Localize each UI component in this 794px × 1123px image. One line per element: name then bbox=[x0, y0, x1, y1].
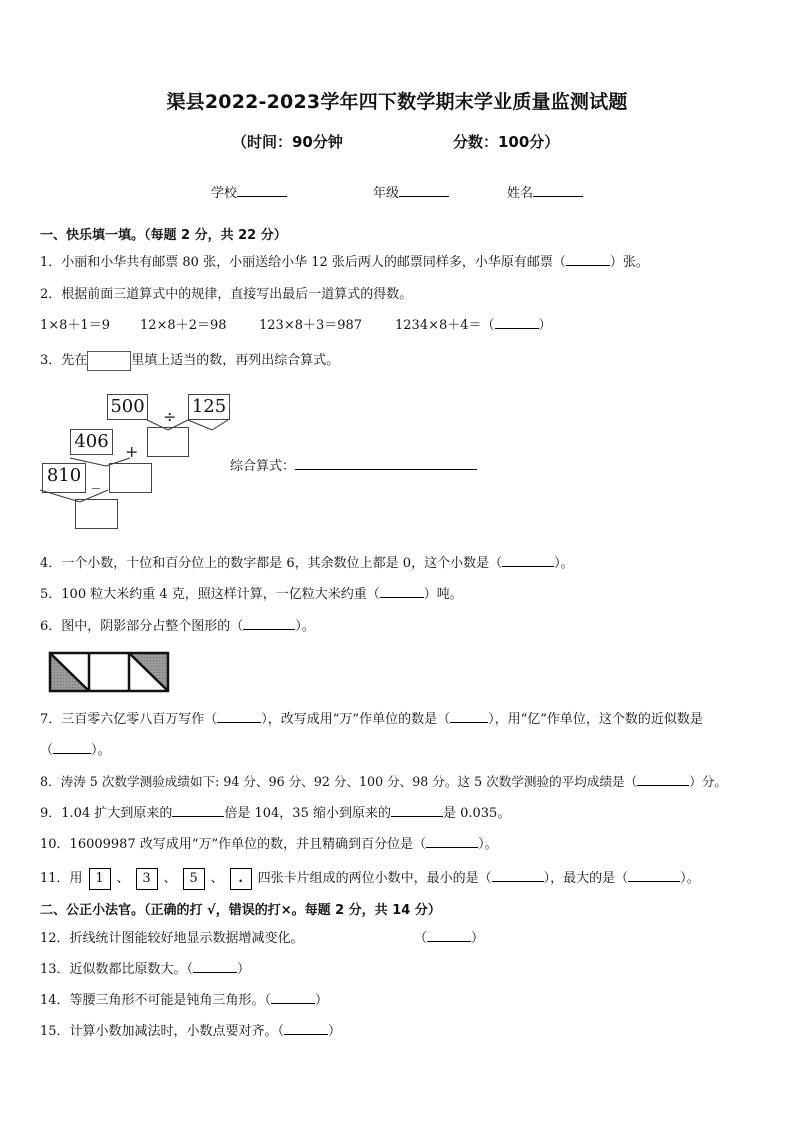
card-3: 3 bbox=[136, 868, 158, 890]
minus-sign: _ bbox=[92, 470, 100, 489]
q8-answer-blank[interactable] bbox=[637, 773, 689, 786]
school-field[interactable] bbox=[211, 182, 287, 201]
grade-blank[interactable] bbox=[399, 182, 449, 197]
q3-formula: 综合算式： bbox=[230, 455, 477, 474]
exam-score: 分数：100分） bbox=[453, 133, 560, 151]
q14-answer-blank[interactable] bbox=[271, 991, 315, 1004]
exam-time: （时间：90分钟 bbox=[232, 133, 343, 151]
name-label: 姓名 bbox=[507, 186, 534, 201]
q7-answer-blank-2[interactable] bbox=[450, 710, 488, 723]
q11-answer-blank-2[interactable] bbox=[628, 869, 680, 882]
section-1-heading: 一、快乐填一填。（每题 2 分，共 22 分） bbox=[40, 228, 287, 243]
q6-answer-blank[interactable] bbox=[243, 617, 295, 630]
question-1: 1．小丽和小华共有邮票 80 张，小丽送给小华 12 张后两人的邮票同样多，小华原有邮票（ ）张。 bbox=[40, 255, 649, 270]
card-1: 1 bbox=[89, 868, 111, 890]
question-9: 9．1.04 扩大到原来的 倍是 104，35 缩小到原来的 是 0.035。 bbox=[40, 806, 511, 821]
q1-answer-blank[interactable] bbox=[566, 253, 610, 266]
grade-label: 年级 bbox=[373, 186, 400, 201]
q11-answer-blank-1[interactable] bbox=[492, 869, 544, 882]
q12-answer-blank[interactable] bbox=[427, 929, 471, 942]
number-box-406: 406 bbox=[70, 429, 113, 455]
question-13: 13．近似数都比原数大。（ ） bbox=[40, 962, 251, 977]
school-label: 学校 bbox=[211, 186, 238, 201]
q4-answer-blank[interactable] bbox=[502, 554, 554, 567]
q13-answer-blank[interactable] bbox=[193, 960, 237, 973]
question-3: 3．先在 里填上适当的数，再列出综合算式。 bbox=[40, 349, 339, 371]
q3-formula-blank[interactable] bbox=[295, 457, 477, 470]
q12-answer: （ ） bbox=[414, 931, 485, 946]
q9-answer-blank-1[interactable] bbox=[172, 804, 224, 817]
q2-eq-2: 12×8＋2＝98 bbox=[140, 318, 227, 333]
question-6: 6．图中，阴影部分占整个图形的（ ）。 bbox=[40, 619, 315, 634]
q2-eq-3: 123×8＋3＝987 bbox=[259, 318, 363, 333]
question-14: 14．等腰三角形不可能是钝角三角形。（ ） bbox=[40, 993, 329, 1008]
name-field[interactable] bbox=[507, 182, 583, 201]
answer-box-quotient[interactable] bbox=[147, 427, 189, 457]
school-blank[interactable] bbox=[237, 182, 287, 197]
q2-answer-blank[interactable] bbox=[495, 316, 539, 329]
question-11: 11．用 1 、 3 、 5 、 . 四张卡片组成的两位小数中，最小的是（ ），最大的是（ ）。 bbox=[40, 867, 700, 890]
question-10: 10．16009987 改写成用“万”作单位的数，并且精确到百分位是（ ）。 bbox=[40, 837, 498, 852]
question-8: 8．涛涛 5 次数学测验成绩如下: 94 分、96 分、92 分、100 分、98 分。这 5 次数学测验的平均成绩是（ ）分。 bbox=[40, 774, 728, 789]
q2-eq-1: 1×8＋1＝9 bbox=[40, 318, 110, 333]
question-2: 2．根据前面三道算式中的规律，直接写出最后一道算式的得数。 bbox=[40, 287, 413, 302]
name-blank[interactable] bbox=[533, 182, 583, 197]
q5-answer-blank[interactable] bbox=[380, 585, 424, 598]
q7-answer-blank-3[interactable] bbox=[53, 741, 91, 754]
q10-answer-blank[interactable] bbox=[426, 835, 478, 848]
answer-box-difference[interactable] bbox=[75, 499, 118, 529]
q7-answer-blank-1[interactable] bbox=[217, 710, 261, 723]
page-title: 渠县2022-2023学年四下数学期末学业质量监测试题 bbox=[166, 91, 628, 113]
question-4: 4．一个小数，十位和百分位上的数字都是 6，其余数位上都是 0，这个小数是（ ）。 bbox=[40, 556, 574, 571]
q6-shaded-figure bbox=[48, 651, 170, 693]
question-12: 12．折线统计图能较好地显示数据增减变化。 bbox=[40, 931, 304, 946]
plus-sign: + bbox=[125, 442, 139, 461]
q3-inline-box bbox=[87, 351, 131, 371]
number-box-810: 810 bbox=[42, 463, 86, 493]
answer-box-sum[interactable] bbox=[109, 463, 152, 493]
number-box-500: 500 bbox=[107, 394, 148, 420]
section-2-heading: 二、公正小法官。（正确的打 √，错误的打×。每题 2 分，共 14 分） bbox=[40, 903, 441, 918]
question-7: 7．三百零六亿零八百万写作（ ），改写成用“万”作单位的数是（ ），用“亿”作单位，这个数的近似数是 bbox=[40, 712, 703, 727]
q15-answer-blank[interactable] bbox=[284, 1022, 328, 1035]
card-decimal-point: . bbox=[230, 868, 252, 890]
question-5: 5．100 粒大米约重 4 克，照这样计算，一亿粒大米约重（ ）吨。 bbox=[40, 587, 463, 602]
q2-eq-4: 1234×8＋4＝（ ） bbox=[395, 318, 552, 333]
question-7-cont: （ ）。 bbox=[40, 743, 111, 758]
q9-answer-blank-2[interactable] bbox=[391, 804, 443, 817]
question-15: 15．计算小数加减法时，小数点要对齐。（ ） bbox=[40, 1024, 342, 1039]
grade-field[interactable] bbox=[373, 182, 449, 201]
divide-sign: ÷ bbox=[163, 407, 177, 426]
card-5: 5 bbox=[183, 868, 205, 890]
number-box-125: 125 bbox=[188, 394, 230, 420]
